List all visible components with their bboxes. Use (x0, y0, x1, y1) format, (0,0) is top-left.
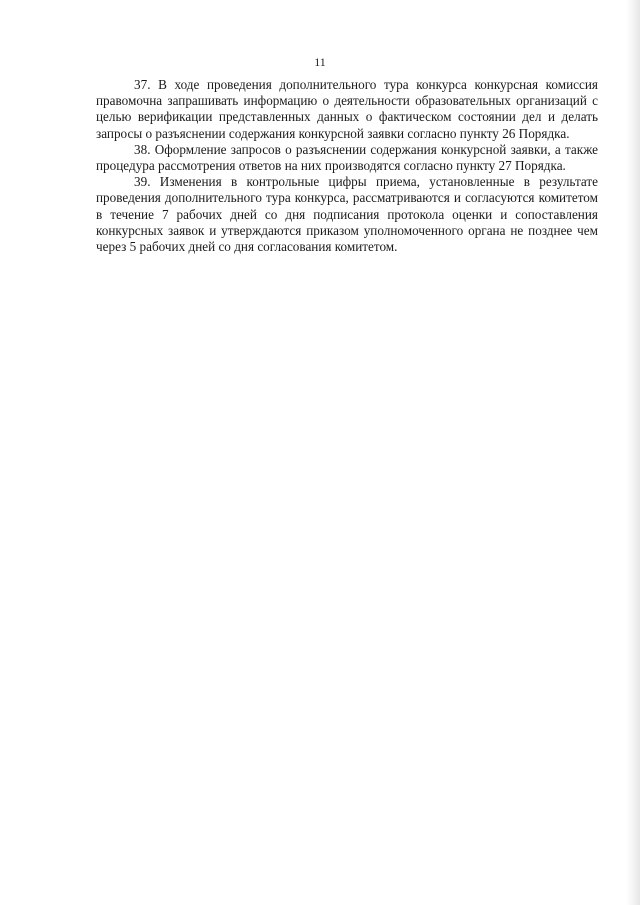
document-body (96, 77, 598, 255)
page-edge-shadow (626, 0, 640, 905)
paragraph-38: 38. Оформление запросов о разъяснении содержания конкурсной заявки, а также процедура рассмотрения ответов на них производятся согласно пункту 27 Порядка. (96, 141, 598, 174)
paragraph-37: 37. В ходе проведения дополнительного тура конкурса конкурсная комиссия правомочна запрашивать информацию о деятельности образовательных организаций с целью верификации представленных данных о фактическом состоянии дел и делать запросы о разъяснении содержания конкурсной заявки согласно пункту 26 Порядка. (96, 77, 598, 141)
paragraph-39: 39. Изменения в контрольные цифры приема, установленные в результате проведения дополнительного тура конкурса, рассматриваются и согласуются комитетом в течение 7 рабочих дней со дня подписания протокола оценки и сопоставления конкурсных заявок и утверждаются приказом уполномоченного органа не позднее чем через 5 рабочих дней со дня согласования комитетом. (96, 174, 598, 255)
page-number: 11 (314, 55, 326, 69)
